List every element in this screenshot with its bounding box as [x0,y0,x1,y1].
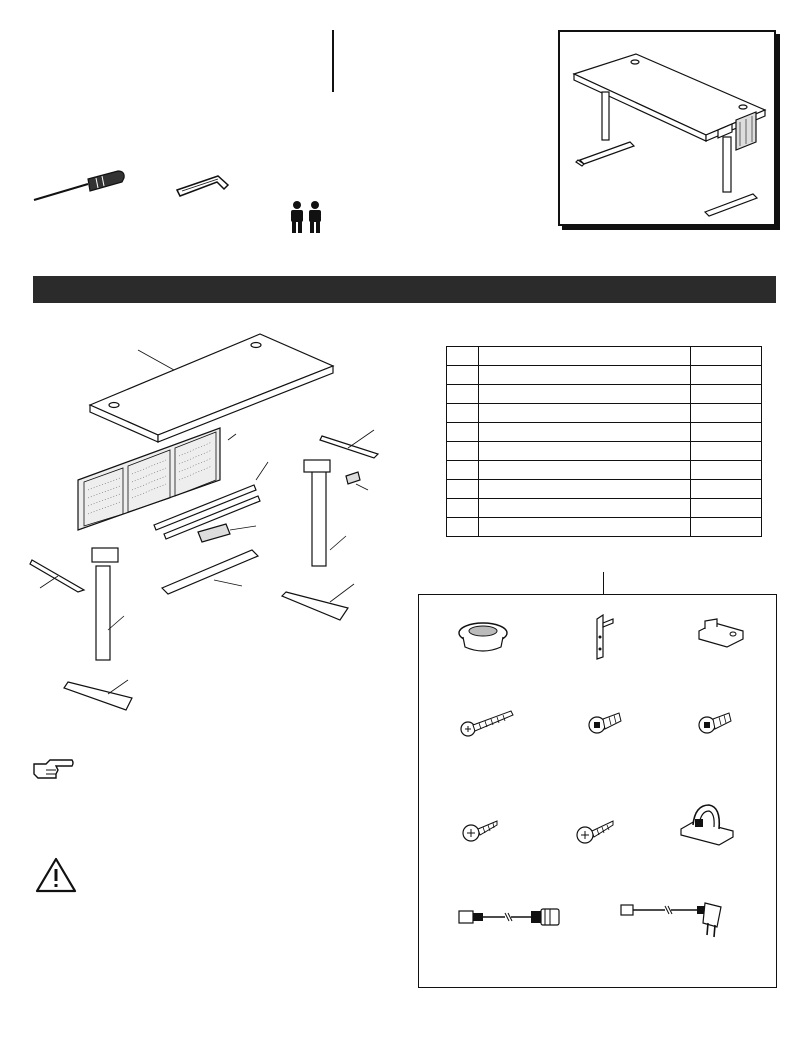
pan-head-screw-icon [459,815,503,845]
flat-head-screw-icon [573,815,617,849]
table-row [447,461,762,480]
desk-illustration [560,32,774,224]
hex-bolt-icon [585,707,625,737]
pointing-hand-icon [32,758,76,782]
table-row [447,347,762,366]
table-row [447,385,762,404]
cable-clip-icon [677,801,737,847]
modesty-panel-part [78,428,220,530]
table-row [447,366,762,385]
angle-bracket-icon [589,613,619,663]
left-bracket-part [30,560,84,592]
table-row [447,480,762,499]
extension-cable-icon [455,901,567,931]
table-row [447,518,762,537]
hardware-kit-box [418,594,777,988]
screwdriver-icon [30,166,126,206]
table-row [447,499,762,518]
parts-list-table [446,346,762,537]
long-screw-icon [457,705,517,739]
clip-bracket-icon [695,617,747,653]
warning-triangle-icon [34,856,78,894]
assembled-desk-figure [558,30,776,226]
right-leg-part [312,470,326,566]
hex-bolt-icon-2 [695,707,735,737]
section-header-bar [33,276,776,303]
two-persons-icon [287,200,327,236]
left-leg-part [96,566,110,660]
hardware-leader-line [603,572,604,594]
hex-key-icon [174,170,234,200]
table-row [447,404,762,423]
crossbar-part [162,550,258,594]
table-row [447,442,762,461]
control-box-part [198,524,230,542]
power-cord-icon [617,893,729,943]
grommet-icon [455,617,511,657]
exploded-parts-diagram [28,330,388,720]
header-divider [332,30,334,92]
table-row [447,423,762,442]
